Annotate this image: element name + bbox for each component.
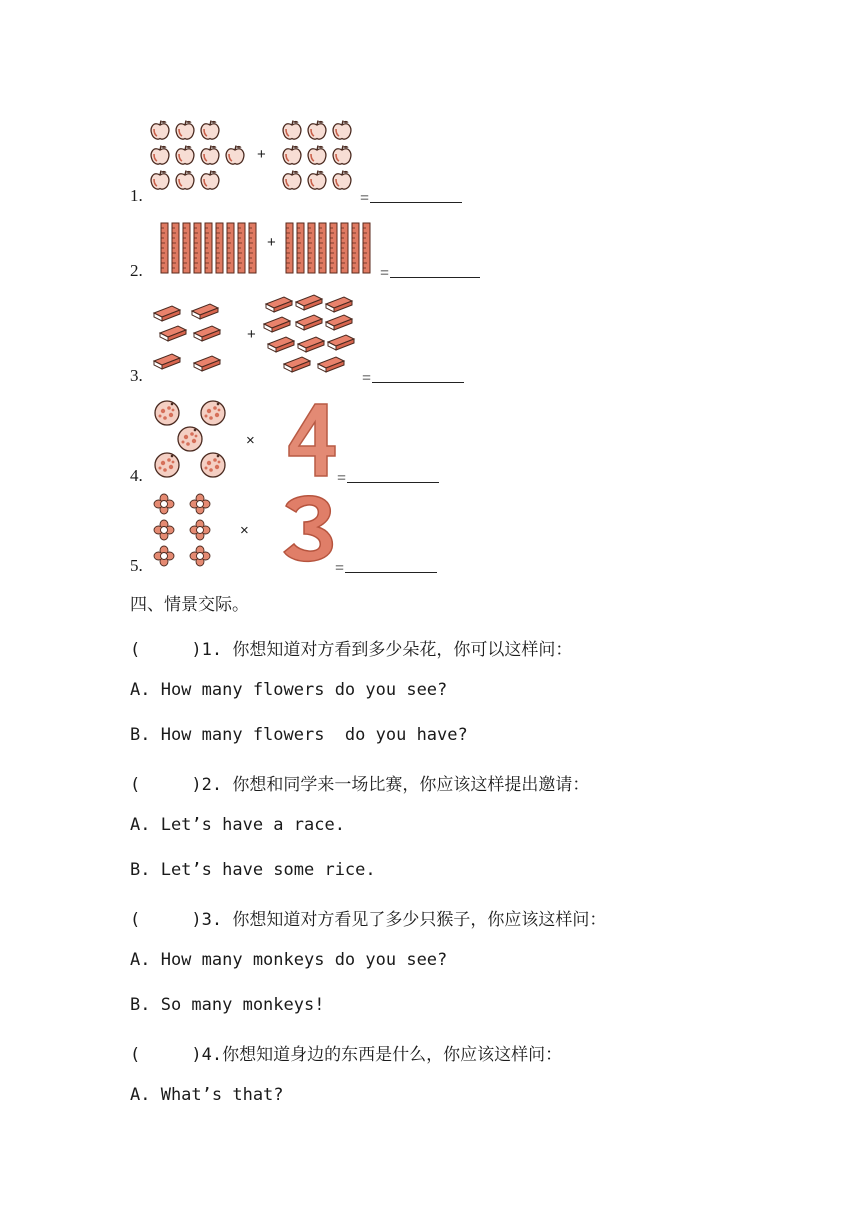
question-prompt[interactable]: ( )4.你想知道身边的东西是什么，你应该这样问： xyxy=(130,1045,563,1065)
item-number: 5. xyxy=(130,556,143,575)
ruler-icon xyxy=(160,222,264,274)
option-a: A. How many flowers do you see? xyxy=(130,680,448,700)
item-number: 3. xyxy=(130,366,143,385)
equals-sign: = xyxy=(362,370,372,387)
item-number: 2. xyxy=(130,261,143,280)
eraser-icon xyxy=(262,293,362,381)
answer-line[interactable] xyxy=(335,556,437,578)
plus-sign: + xyxy=(247,326,256,343)
option-a: A. How many monkeys do you see? xyxy=(130,950,448,970)
equals-sign: = xyxy=(335,560,345,577)
item-number: 4. xyxy=(130,466,143,485)
flower-icon xyxy=(152,492,224,568)
option-a: A. What’s that? xyxy=(130,1085,284,1105)
eraser-icon xyxy=(152,300,232,378)
question-prompt[interactable]: ( )1. 你想知道对方看到多少朵花，你可以这样问： xyxy=(130,640,573,660)
times-sign: × xyxy=(240,522,249,539)
equals-sign: = xyxy=(380,265,390,282)
number-4-icon xyxy=(285,402,337,478)
apple-icon xyxy=(150,116,260,196)
apple-icon xyxy=(282,116,367,196)
plus-sign: + xyxy=(257,146,266,163)
answer-line[interactable] xyxy=(360,186,462,208)
option-b: B. So many monkeys! xyxy=(130,995,325,1015)
question-prompt[interactable]: ( )3. 你想知道对方看见了多少只猴子，你应该这样问： xyxy=(130,910,607,930)
item-number: 1. xyxy=(130,186,143,205)
option-b: B. How many flowers do you have? xyxy=(130,725,468,745)
option-a: A. Let’s have a race. xyxy=(130,815,345,835)
equals-sign: = xyxy=(337,470,347,487)
answer-line[interactable] xyxy=(337,466,439,488)
ruler-icon xyxy=(285,222,379,274)
answer-line[interactable] xyxy=(380,261,480,283)
times-sign: × xyxy=(246,432,255,449)
equals-sign: = xyxy=(360,190,370,207)
number-3-icon xyxy=(280,492,336,564)
question-prompt[interactable]: ( )2. 你想和同学来一场比赛，你应该这样提出邀请： xyxy=(130,775,590,795)
answer-line[interactable] xyxy=(362,366,464,388)
plus-sign: + xyxy=(267,234,276,251)
section-heading: 四、情景交际。 xyxy=(130,595,249,615)
option-b: B. Let’s have some rice. xyxy=(130,860,376,880)
orange-icon xyxy=(154,400,230,480)
